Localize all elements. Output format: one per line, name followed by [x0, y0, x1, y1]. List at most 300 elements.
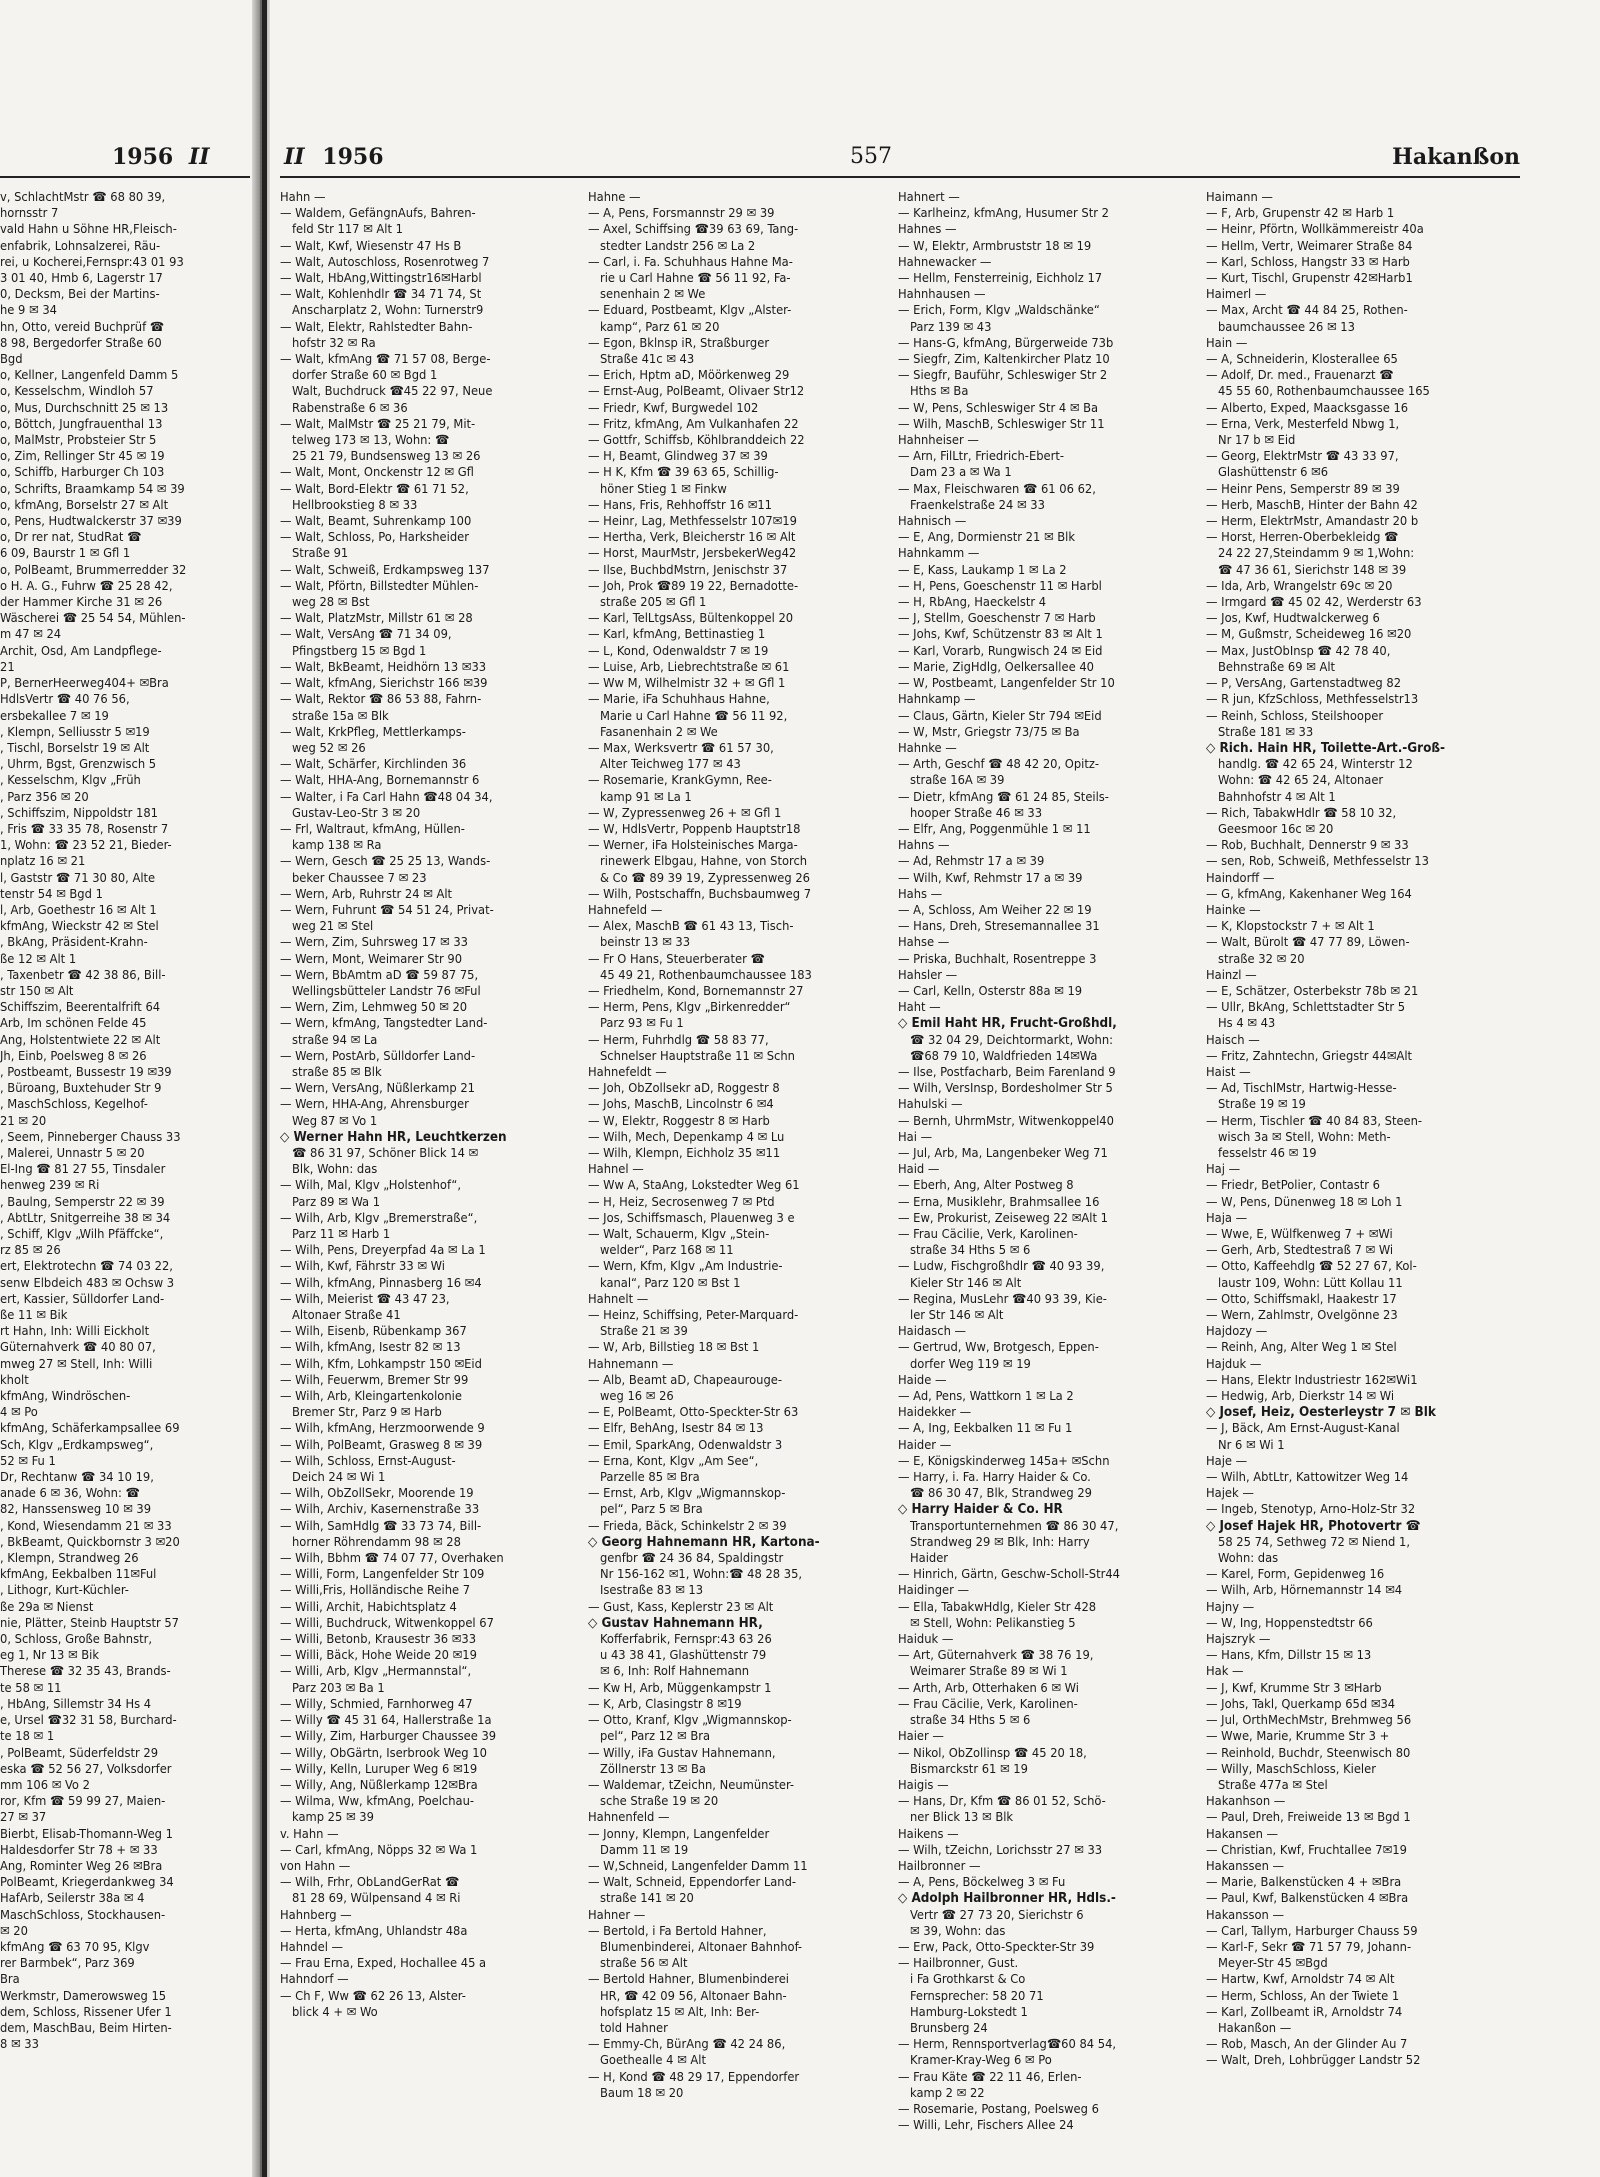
directory-line: l, Arb, Goethestr 16 ✉ Alt 1	[0, 902, 157, 918]
directory-line: — A, Pens, Forsmannstr 29 ✉ 39	[588, 206, 775, 222]
directory-line: ror, Kfm ☎ 59 99 27, Maien-	[0, 1794, 166, 1810]
directory-line: straße 15a ✉ Blk	[292, 708, 389, 724]
directory-line: Hajny —	[1206, 1599, 1255, 1615]
directory-line: Archit, Osd, Am Landpflege-	[0, 643, 162, 659]
directory-line: ✉ 20	[0, 1923, 28, 1939]
directory-line: — Ew, Prokurist, Zeiseweg 22 ✉Alt 1	[898, 1210, 1108, 1226]
directory-line: 6 09, Baurstr 1 ✉ Gfl 1	[0, 546, 131, 562]
directory-line: — Irmgard ☎ 45 02 42, Werderstr 63	[1206, 595, 1422, 611]
directory-line: — Wilh, Pens, Dreyerpfad 4a ✉ La 1	[280, 1243, 486, 1259]
directory-line: — Hans, Dr, Kfm ☎ 86 01 52, Schö-	[898, 1794, 1106, 1810]
directory-line: kfmAng ☎ 63 70 95, Klgv	[0, 1939, 150, 1955]
directory-line: — Wern, Fuhrunt ☎ 54 51 24, Privat-	[280, 902, 494, 918]
directory-line: — Carl, kfmAng, Nöpps 32 ✉ Wa 1	[280, 1842, 478, 1858]
directory-line: kholt	[0, 1372, 29, 1388]
directory-line: hofstr 32 ✉ Ra	[292, 335, 376, 351]
directory-line: — W, Postbeamt, Langenfelder Str 10	[898, 676, 1115, 692]
directory-line: e, Ursel ☎32 31 58, Burchard-	[0, 1713, 177, 1729]
directory-line: — Frau Cäcilie, Verk, Karolinen-	[898, 1227, 1078, 1242]
directory-line: , Tischl, Borselstr 19 ✉ Alt	[0, 740, 150, 756]
directory-line: — Wern, Arb, Ruhrstr 24 ✉ Alt	[280, 886, 453, 902]
directory-line: Hainke —	[1206, 902, 1261, 918]
directory-line: Geesmoor 16c ✉ 20	[1218, 821, 1334, 837]
directory-line: — Wilh, Bbhm ☎ 74 07 77, Overhaken	[280, 1551, 504, 1567]
directory-line: o, Kesselschm, Windloh 57	[0, 384, 154, 400]
directory-line: ◇ Harry Haider & Co. HR	[898, 1502, 1063, 1518]
directory-line: — Ernst-Aug, PolBeamt, Olivaer Str12	[588, 384, 805, 400]
directory-line: — J, Kwf, Krumme Str 3 ✉Harb	[1206, 1680, 1382, 1696]
directory-line: HdlsVertr ☎ 40 76 56,	[0, 692, 130, 708]
directory-line: — A, Pens, Böckelweg 3 ✉ Fu	[898, 1875, 1066, 1891]
directory-line: Fraenkelstraße 24 ✉ 33	[910, 497, 1045, 513]
directory-line: dem, Schloss, Rissener Ufer 1	[0, 2004, 172, 2020]
directory-line: — Werner, iFa Holsteinisches Marga-	[588, 838, 798, 854]
directory-line: , Fris ☎ 33 35 78, Rosenstr 7	[0, 821, 169, 837]
directory-line: kanal“, Parz 120 ✉ Bst 1	[600, 1275, 741, 1291]
directory-line: — Carl, Kelln, Osterstr 88a ✉ 19	[898, 983, 1083, 999]
directory-line: — Karlheinz, kfmAng, Husumer Str 2	[898, 206, 1109, 222]
directory-line: ner Blick 13 ✉ Blk	[910, 1810, 1014, 1826]
directory-line: — Walt, HbAng,Wittingstr16✉Harbl	[280, 271, 482, 287]
directory-line: — Ad, Rehmstr 17 a ✉ 39	[898, 854, 1045, 870]
directory-line: horner Röhrendamm 98 ✉ 28	[292, 1534, 461, 1550]
directory-line: — Walt, HHA-Ang, Bornemannstr 6	[280, 773, 480, 789]
left-page-header	[112, 144, 210, 170]
directory-line: — Siegfr, Bauführ, Schleswiger Str 2	[898, 368, 1108, 384]
directory-line: 3 01 40, Hmb 6, Lagerstr 17	[0, 271, 163, 287]
directory-line: — E, Kass, Laukamp 1 ✉ La 2	[898, 562, 1067, 578]
directory-line: — Heinz, Schiffsing, Peter-Marquard-	[588, 1308, 799, 1324]
directory-line: v. Hahn —	[280, 1826, 339, 1842]
directory-line: kamp 2 ✉ 22	[910, 2085, 985, 2101]
directory-line: 45 55 60, Rothenbaumchaussee 165	[1218, 384, 1430, 400]
directory-line: — Karl, Zollbeamt iR, Arnoldstr 74	[1206, 2004, 1403, 2020]
directory-line: Hahns —	[898, 838, 950, 854]
page-number: 557	[850, 144, 892, 169]
directory-line: — Willy, Zim, Harburger Chaussee 39	[280, 1729, 497, 1745]
directory-line: rer Barmbek“, Parz 369	[0, 1956, 135, 1972]
directory-line: — Erich, Hptm aD, Möörkenweg 29	[588, 368, 790, 384]
directory-line: — Erna, Musiklehr, Brahmsallee 16	[898, 1194, 1100, 1210]
directory-line: — Wilh, Mech, Depenkamp 4 ✉ Lu	[588, 1129, 785, 1145]
directory-line: ße 12 ✉ Alt 1	[0, 951, 77, 967]
directory-line: Hajduk —	[1206, 1356, 1262, 1372]
right-header-year: 1956	[322, 144, 384, 170]
directory-line: Nr 6 ✉ Wi 1	[1218, 1437, 1285, 1453]
directory-line: — Johs, Kwf, Schützenstr 83 ✉ Alt 1	[898, 627, 1103, 643]
directory-line: von Hahn —	[280, 1858, 351, 1874]
directory-line: — Walt, PlatzMstr, Millstr 61 ✉ 28	[280, 611, 473, 627]
directory-line: rz 85 ✉ 26	[0, 1243, 61, 1259]
directory-line: Hahsler —	[898, 967, 958, 983]
directory-line: — Axel, Schiffsing ☎39 63 69, Tang-	[588, 222, 799, 238]
directory-line: — Wilh, Kwf, Rehmstr 17 a ✉ 39	[898, 870, 1083, 886]
directory-line: — Carl, i. Fa. Schuhhaus Hahne Ma-	[588, 254, 793, 270]
directory-line: — Ullr, BkAng, Schlettstadter Str 5	[1206, 1000, 1406, 1016]
directory-line: — Bertold Hahner, Blumenbinderei	[588, 1972, 789, 1988]
directory-line: te 18 ✉ 1	[0, 1729, 55, 1745]
directory-line: 1, Wohn: ☎ 23 52 21, Bieder-	[0, 838, 172, 854]
directory-line: Nr 156-162 ✉1, Wohn:☎ 48 28 35,	[600, 1567, 803, 1583]
directory-line: kfmAng, Eekbalben 11✉Ful	[0, 1567, 157, 1583]
directory-line: P, BernerHeerweg404+ ✉Bra	[0, 676, 169, 692]
directory-line: Parz 93 ✉ Fu 1	[600, 1016, 684, 1032]
directory-line: beinstr 13 ✉ 33	[600, 935, 691, 951]
directory-line: Hahnert —	[898, 190, 960, 205]
directory-line: enfabrik, Lohnsalzerei, Räu-	[0, 238, 161, 254]
directory-line: 8 ✉ 33	[0, 2037, 39, 2053]
right-page	[280, 0, 1560, 2177]
directory-line: — Jos, Schiffsmasch, Plauenweg 3 e	[588, 1210, 795, 1226]
directory-line: — Hellm, Fensterreinig, Eichholz 17	[898, 271, 1103, 287]
directory-line: — Herm, Rennsportverlag☎60 84 54,	[898, 2037, 1117, 2053]
directory-line: — R jun, KfzSchloss, Methfesselstr13	[1206, 692, 1419, 708]
directory-line: — Jos, Kwf, Hudtwalckerweg 6	[1206, 611, 1380, 627]
directory-line: Hainzl —	[1206, 967, 1257, 983]
directory-line: — Walt, VersAng ☎ 71 34 09,	[280, 627, 452, 643]
directory-line: Goethealle 4 ✉ Alt	[600, 2053, 707, 2069]
directory-line: mm 106 ✉ Vo 2	[0, 1777, 90, 1793]
directory-line: — Ad, TischlMstr, Hartwig-Hesse-	[1206, 1081, 1397, 1097]
directory-line: Parz 139 ✉ 43	[910, 319, 992, 335]
directory-line: — Emmy-Ch, BürAng ☎ 42 24 86,	[588, 2037, 786, 2053]
directory-line: Hths ✉ Ba	[910, 384, 969, 400]
directory-line: Hak —	[1206, 1664, 1244, 1680]
directory-line: — K, Klopstockstr 7 + ✉ Alt 1	[1206, 919, 1375, 935]
directory-line: — Rich, TabakwHdlr ☎ 58 10 32,	[1206, 805, 1397, 821]
directory-line: ◇ Josef, Heiz, Oesterleystr 7 ✉ Blk	[1206, 1405, 1436, 1421]
directory-line: Hellbrookstieg 8 ✉ 33	[292, 497, 418, 513]
directory-line: hooper Straße 46 ✉ 33	[910, 805, 1043, 821]
directory-line: Kramer-Kray-Weg 6 ✉ Po	[910, 2053, 1052, 2069]
directory-line: , Kond, Wiesendamm 21 ✉ 33	[0, 1518, 172, 1534]
directory-line: Behnstraße 69 ✉ Alt	[1218, 659, 1336, 675]
directory-line: — Rosemarie, Postang, Poelsweg 6	[898, 2101, 1099, 2117]
directory-line: Kieler Str 146 ✉ Alt	[910, 1275, 1022, 1291]
directory-line: Hahnhausen —	[898, 287, 986, 303]
directory-line: Hajdozy —	[1206, 1324, 1268, 1340]
directory-line: — Wilh, Eisenb, Rübenkamp 367	[280, 1324, 467, 1340]
directory-line: — W, Elektr, Armbruststr 18 ✉ 19	[898, 238, 1092, 254]
directory-line: — Ilse, BuchbdMstrn, Jenischstr 37	[588, 562, 788, 578]
directory-line: ☎ 86 31 97, Schöner Blick 14 ✉	[292, 1145, 479, 1161]
directory-line: straße 34 Hths 5 ✉ 6	[910, 1713, 1031, 1729]
directory-line: Transportunternehmen ☎ 86 30 47,	[910, 1518, 1119, 1534]
directory-line: — Alb, Beamt aD, Chapeaurouge-	[588, 1372, 783, 1388]
directory-line: Hahnberg —	[280, 1907, 352, 1923]
directory-line: — Art, Güternahverk ☎ 38 76 19,	[898, 1648, 1094, 1664]
directory-line: — Wern, Zim, Suhrsweg 17 ✉ 33	[280, 935, 468, 951]
directory-line: — Fr O Hans, Steuerberater ☎	[588, 951, 765, 967]
directory-line: ◇ Adolph Hailbronner HR, Hdls.-	[898, 1891, 1116, 1907]
directory-line: Meyer-Str 45 ✉Bgd	[1218, 1956, 1328, 1972]
left-page	[0, 0, 252, 2177]
directory-line: — Elfr, BehAng, Isestr 84 ✉ 13	[588, 1421, 764, 1437]
directory-line: — Willy, Kelln, Luruper Weg 6 ✉19	[280, 1761, 478, 1777]
directory-line: — Gust, Kass, Keplerstr 23 ✉ Alt	[588, 1599, 774, 1615]
directory-line: Hahndorf —	[280, 1972, 349, 1988]
directory-line: kamp 91 ✉ La 1	[600, 789, 692, 805]
directory-line: — Hedwig, Arb, Dierkstr 14 ✉ Wi	[1206, 1389, 1395, 1405]
directory-line: ße 29a ✉ Nienst	[0, 1599, 94, 1615]
directory-line: — Wern, PostArb, Sülldorfer Land-	[280, 1048, 476, 1064]
directory-line: — Bertold, i Fa Bertold Hahner,	[588, 1923, 767, 1939]
directory-line: — Wilma, Ww, kfmAng, Poelchau-	[280, 1794, 475, 1810]
directory-line: , Malerei, Unnastr 5 ✉ 20	[0, 1145, 145, 1161]
directory-line: kamp 138 ✉ Ra	[292, 838, 382, 854]
directory-line: — W, Mstr, Griegstr 73/75 ✉ Ba	[898, 724, 1080, 740]
directory-line: — Friedr, BetPolier, Contastr 6	[1206, 1178, 1380, 1194]
directory-line: Hajek —	[1206, 1486, 1254, 1502]
directory-line: hn, Otto, vereid Buchprüf ☎	[0, 319, 165, 335]
directory-line: — Arth, Geschf ☎ 48 42 20, Opitz-	[898, 757, 1100, 773]
left-header-roman: II	[188, 144, 210, 170]
directory-line: — Georg, ElektrMstr ☎ 43 33 97,	[1206, 449, 1399, 465]
directory-line: Bgd	[0, 352, 23, 368]
directory-line: — Ida, Arb, Wrangelstr 69c ✉ 20	[1206, 578, 1393, 594]
directory-line: Haldesdorfer Str 78 + ✉ 33	[0, 1842, 158, 1858]
directory-line: told Hahner	[600, 2020, 668, 2036]
directory-line: — Rosemarie, KrankGymn, Ree-	[588, 773, 772, 789]
directory-line: , Schiff, Klgv „Wilh Pfäffcke“,	[0, 1227, 164, 1242]
directory-line: — Hellm, Vertr, Weimarer Straße 84	[1206, 238, 1413, 254]
directory-line: — W, Arb, Billstieg 18 ✉ Bst 1	[588, 1340, 760, 1356]
directory-line: Hahnel —	[588, 1162, 644, 1178]
directory-line: — Karl, kfmAng, Bettinastieg 1	[588, 627, 766, 643]
directory-line: handlg. ☎ 42 65 24, Winterstr 12	[1218, 757, 1413, 773]
directory-line: — Willy, Schmied, Farnhorweg 47	[280, 1696, 473, 1712]
directory-line: — Walt, Schauerm, Klgv „Stein-	[588, 1227, 770, 1242]
directory-line: Haide —	[898, 1372, 947, 1388]
directory-line: Haidekker —	[898, 1405, 972, 1421]
directory-line: — Hans, Fris, Rehhoffstr 16 ✉11	[588, 497, 772, 513]
directory-line: Parz 203 ✉ Ba 1	[292, 1680, 385, 1696]
directory-line: Schiffszim, Beerentalfrift 64	[0, 1000, 161, 1016]
directory-line: Parz 89 ✉ Wa 1	[292, 1194, 381, 1210]
directory-line: — Walt, kfmAng, Sierichstr 166 ✉39	[280, 676, 488, 692]
directory-line: — A, Schneiderin, Klosterallee 65	[1206, 352, 1398, 368]
directory-line: Hahse —	[898, 935, 950, 951]
directory-line: — Wilh, AbtLtr, Kattowitzer Weg 14	[1206, 1470, 1409, 1486]
directory-line: HR, ☎ 42 09 56, Altonaer Bahn-	[600, 1988, 787, 2004]
directory-line: 0, Schloss, Große Bahnstr,	[0, 1632, 152, 1648]
directory-line: — Walt, KrkPfleg, Mettlerkamps-	[280, 724, 466, 740]
directory-line: Marie u Carl Hahne ☎ 56 11 92,	[600, 708, 788, 724]
directory-line: Walt, Buchdruck ☎45 22 97, Neue	[292, 384, 493, 400]
directory-line: eg 1, Nr 13 ✉ Bik	[0, 1648, 100, 1664]
directory-line: — Reinh, Schloss, Steilshooper	[1206, 708, 1384, 724]
directory-line: Sch, Klgv „Erdkampsweg“,	[0, 1437, 154, 1453]
directory-line: 0, Decksm, Bei der Martins-	[0, 287, 160, 303]
directory-line: — Willi, Arb, Klgv „Hermannstal“,	[280, 1664, 472, 1680]
directory-line: — Paul, Dreh, Freiweide 13 ✉ Bgd 1	[1206, 1810, 1411, 1826]
directory-line: 21	[0, 659, 15, 675]
directory-line: — Gerh, Arb, Stedtestraß 7 ✉ Wi	[1206, 1243, 1394, 1259]
directory-line: — Willy ☎ 45 31 64, Hallerstraße 1a	[280, 1713, 492, 1729]
directory-line: Haist —	[1206, 1064, 1251, 1080]
directory-line: Hai —	[898, 1129, 933, 1145]
directory-line: ✉ 6, Inh: Rolf Hahnemann	[600, 1664, 750, 1680]
directory-line: blick 4 + ✉ Wo	[292, 2004, 378, 2020]
directory-line: o H. A. G., Fuhrw ☎ 25 28 42,	[0, 578, 173, 594]
directory-line: Bierbt, Elisab-Thomann-Weg 1	[0, 1826, 173, 1842]
directory-line: HafArb, Seilerstr 38a ✉ 4	[0, 1891, 145, 1907]
directory-line: Hahnisch —	[898, 514, 967, 530]
directory-line: — Willi, Archit, Habichtsplatz 4	[280, 1599, 457, 1615]
directory-line: 82, Hanssensweg 10 ✉ 39	[0, 1502, 152, 1518]
directory-line: kamp“, Parz 61 ✉ 20	[600, 319, 720, 335]
directory-line: — H, Kond ☎ 48 29 17, Eppendorfer	[588, 2069, 800, 2085]
directory-line: Hajszryk —	[1206, 1632, 1271, 1648]
directory-line: Blk, Wohn: das	[292, 1162, 378, 1178]
directory-line: Straße 21 ✉ 39	[600, 1324, 688, 1340]
directory-line: Bismarckstr 61 ✉ 19	[910, 1761, 1028, 1777]
directory-line: 4 ✉ Po	[0, 1405, 38, 1421]
directory-line: — Erw, Pack, Otto-Speckter-Str 39	[898, 1939, 1095, 1955]
directory-line: ert, Elektrotechn ☎ 74 03 22,	[0, 1259, 173, 1275]
directory-line: 52 ✉ Fu 1	[0, 1453, 56, 1469]
directory-line: 21 ✉ 20	[0, 1113, 47, 1129]
directory-line: Hahnelt —	[588, 1291, 649, 1307]
directory-line: beker Chaussee 7 ✉ 23	[292, 870, 427, 886]
directory-line: Hain —	[1206, 335, 1248, 351]
directory-line: — Reinh, Ang, Alter Weg 1 ✉ Stel	[1206, 1340, 1397, 1356]
directory-line: genfbr ☎ 24 36 84, Spaldingstr	[600, 1551, 784, 1567]
directory-line: Hahnefeld —	[588, 902, 663, 918]
directory-line: — Walt, Schneid, Eppendorfer Land-	[588, 1875, 797, 1891]
directory-line: fesselstr 46 ✉ 19	[1218, 1145, 1317, 1161]
directory-line: Strandweg 29 ✉ Blk, Inh: Harry	[910, 1534, 1090, 1550]
directory-line: Pfingstberg 15 ✉ Bgd 1	[292, 643, 427, 659]
directory-line: — Marie, iFa Schuhhaus Hahne,	[588, 692, 770, 708]
directory-line: Wellingsbütteler Landstr 76 ✉Ful	[292, 983, 481, 999]
directory-line: Zöllnerstr 13 ✉ Ba	[600, 1761, 706, 1777]
directory-line: Hahnheiser —	[898, 433, 979, 449]
directory-line: — Max, Archt ☎ 44 84 25, Rothen-	[1206, 303, 1408, 319]
directory-line: — Wilh, Frhr, ObLandGerRat ☎	[280, 1875, 460, 1891]
directory-line: Alter Teichweg 177 ✉ 43	[600, 757, 741, 773]
directory-line: Deich 24 ✉ Wi 1	[292, 1470, 386, 1486]
directory-line: Straße 181 ✉ 33	[1218, 724, 1314, 740]
directory-line: , BkBeamt, Quickbornstr 3 ✉20	[0, 1534, 180, 1550]
directory-line: straße 141 ✉ 20	[600, 1891, 694, 1907]
directory-line: Therese ☎ 32 35 43, Brands-	[0, 1664, 171, 1680]
directory-line: — Kw H, Arb, Müggenkampstr 1	[588, 1680, 772, 1696]
directory-line: straße 32 ✉ 20	[1218, 951, 1305, 967]
directory-line: — Erna, Kont, Klgv „Am See“,	[588, 1453, 759, 1469]
directory-line: — W, HdlsVertr, Poppenb Hauptstr18	[588, 821, 801, 837]
directory-line: — Willi, Bäck, Hohe Weide 20 ✉19	[280, 1648, 477, 1664]
directory-line: — Walt, BkBeamt, Heidhörn 13 ✉33	[280, 659, 487, 675]
directory-line: 24 22 27,Steindamm 9 ✉ 1,Wohn:	[1218, 546, 1415, 562]
directory-line: — Wern, Mont, Weimarer Str 90	[280, 951, 463, 967]
directory-line: — Priska, Buchhalt, Rosentreppe 3	[898, 951, 1097, 967]
directory-line: ersbekallee 7 ✉ 19	[0, 708, 109, 724]
directory-line: — Ernst, Arb, Klgv „Wigmannskop-	[588, 1486, 786, 1502]
directory-column-3	[898, 190, 1196, 2134]
directory-line: , Klempn, Selliusstr 5 ✉19	[0, 724, 150, 740]
directory-line: — Carl, Tallym, Harburger Chauss 59	[1206, 1923, 1418, 1939]
directory-line: Kofferfabrik, Fernspr:43 63 26	[600, 1632, 772, 1648]
directory-line: — Wilh, Archiv, Kasernenstraße 33	[280, 1502, 480, 1518]
directory-line: — J, Stellm, Goeschenstr 7 ✉ Harb	[898, 611, 1096, 627]
directory-line: ☎ 47 36 61, Sierichstr 148 ✉ 39	[1218, 562, 1407, 578]
directory-line: — Wern, HHA-Ang, Ahrensburger	[280, 1097, 469, 1113]
directory-line: — sen, Rob, Schweiß, Methfesselstr 13	[1206, 854, 1429, 870]
directory-line: feld Str 117 ✉ Alt 1	[292, 222, 403, 238]
directory-line: tenstr 54 ✉ Bgd 1	[0, 886, 103, 902]
directory-line: o, PolBeamt, Brummerredder 32	[0, 562, 187, 578]
directory-line: eska ☎ 52 56 27, Volksdorfer	[0, 1761, 172, 1777]
directory-line: — Wilh, Meierist ☎ 43 47 23,	[280, 1291, 450, 1307]
directory-line: Hahnefeldt —	[588, 1064, 667, 1080]
directory-line: rie u Carl Hahne ☎ 56 11 92, Fa-	[600, 271, 791, 287]
directory-line: Wohn: das	[1218, 1551, 1279, 1567]
directory-line: Dam 23 a ✉ Wa 1	[910, 465, 1012, 481]
directory-line: v, SchlachtMstr ☎ 68 80 39,	[0, 190, 166, 205]
directory-line: laustr 109, Wohn: Lütt Kollau 11	[1218, 1275, 1403, 1291]
directory-line: — Wilh, MaschB, Schleswiger Str 11	[898, 416, 1105, 432]
directory-line: 45 49 21, Rothenbaumchaussee 183	[600, 967, 812, 983]
directory-line: baumchaussee 26 ✉ 13	[1218, 319, 1355, 335]
directory-line: — H, Beamt, Glindweg 37 ✉ 39	[588, 449, 768, 465]
directory-line: Haja —	[1206, 1210, 1248, 1226]
directory-line: — Bernh, UhrmMstr, Witwenkoppel40	[898, 1113, 1114, 1129]
directory-line: Fasanenhain 2 ✉ We	[600, 724, 718, 740]
directory-line: ☎68 79 10, Waldfrieden 14✉Wa	[910, 1048, 1098, 1064]
left-page-column	[0, 190, 248, 2053]
directory-line: — Fritz, kfmAng, Am Vulkanhafen 22	[588, 416, 799, 432]
directory-line: — Jul, OrthMechMstr, Brehmweg 56	[1206, 1713, 1412, 1729]
directory-line: — Reinhold, Buchdr, Steenwisch 80	[1206, 1745, 1411, 1761]
directory-line: pel“, Parz 5 ✉ Bra	[600, 1502, 703, 1518]
directory-line: — Paul, Kwf, Balkenstücken 4 ✉Bra	[1206, 1891, 1409, 1907]
directory-line: — Wilh, SamHdlg ☎ 33 73 74, Bill-	[280, 1518, 482, 1534]
directory-line: kfmAng, Windröschen-	[0, 1389, 131, 1405]
directory-line: — Frau Cäcilie, Verk, Karolinen-	[898, 1696, 1078, 1712]
directory-line: — Walt, Dreh, Lohbrügger Landstr 52	[1206, 2053, 1421, 2069]
directory-line: — Nikol, ObZollinsp ☎ 45 20 18,	[898, 1745, 1087, 1761]
directory-line: — Friedr, Kwf, Burgwedel 102	[588, 400, 759, 416]
directory-line: — H, Heiz, Secrosenweg 7 ✉ Ptd	[588, 1194, 775, 1210]
directory-line: Hakanssen —	[1206, 1858, 1285, 1874]
directory-line: — Wilh, kfmAng, Pinnasberg 16 ✉4	[280, 1275, 482, 1291]
directory-line: — Otto, Schiffsmakl, Haakestr 17	[1206, 1291, 1397, 1307]
directory-line: — Willy, MaschSchloss, Kieler	[1206, 1761, 1376, 1777]
directory-line: — W, Pens, Dünenweg 18 ✉ Loh 1	[1206, 1194, 1403, 1210]
directory-line: — Wilh, tZeichn, Lorichsstr 27 ✉ 33	[898, 1842, 1103, 1858]
directory-line: — Herm, Pens, Klgv „Birkenredder“	[588, 1000, 791, 1016]
book-binding	[252, 0, 270, 2177]
directory-line: — Karel, Form, Gepidenweg 16	[1206, 1567, 1385, 1583]
directory-line: straße 56 ✉ Alt	[600, 1956, 688, 1972]
directory-line: — Hans, Dreh, Stresemannallee 31	[898, 919, 1100, 935]
directory-line: — Waldem, GefängnAufs, Bahren-	[280, 206, 476, 222]
directory-line: weg 16 ✉ 26	[600, 1389, 674, 1405]
directory-line: — Wilh, Klempn, Eichholz 35 ✉11	[588, 1145, 781, 1161]
directory-line: rinewerk Elbgau, Hahne, von Storch	[600, 854, 808, 870]
directory-line: — Herta, kfmAng, Uhlandstr 48a	[280, 1923, 468, 1939]
directory-line: — Fritz, Zahntechn, Griegstr 44✉Alt	[1206, 1048, 1413, 1064]
directory-line: — Walt, Bürolt ☎ 47 77 89, Löwen-	[1206, 935, 1410, 951]
directory-line: — Wwe, Marie, Krumme Str 3 +	[1206, 1729, 1390, 1745]
directory-line: — Ludw, Fischgroßhdlr ☎ 40 93 39,	[898, 1259, 1105, 1275]
directory-line: he 9 ✉ 34	[0, 303, 57, 319]
directory-line: — Ella, TabakwHdlg, Kieler Str 428	[898, 1599, 1097, 1615]
directory-line: Haisch —	[1206, 1032, 1260, 1048]
directory-line: — Walter, i Fa Carl Hahn ☎48 04 34,	[280, 789, 493, 805]
directory-line: ert, Kassier, Sülldorfer Land-	[0, 1291, 165, 1307]
